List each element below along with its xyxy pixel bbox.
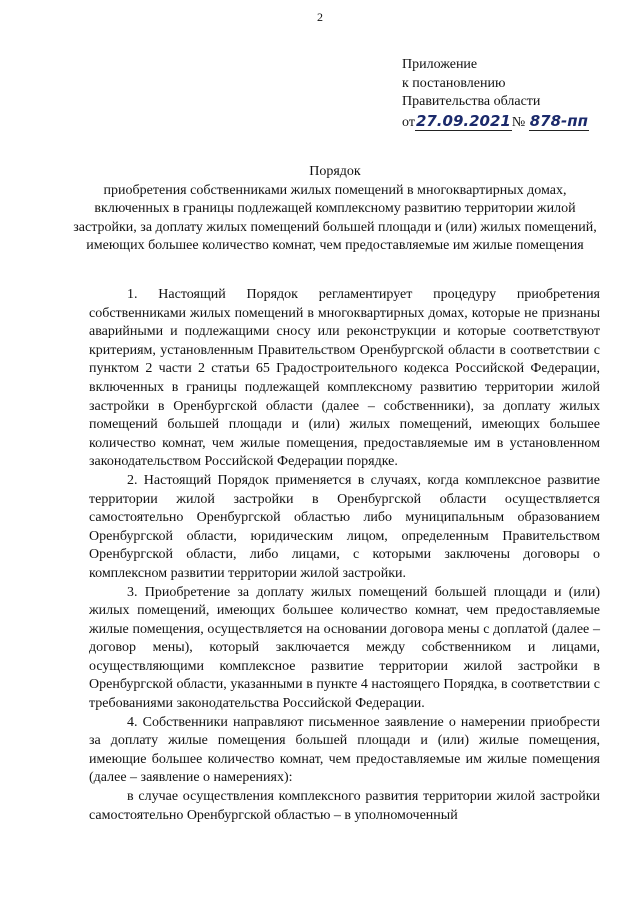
page-number: 2 — [317, 10, 323, 24]
date-prefix: от — [402, 114, 415, 130]
appendix-block — [402, 56, 622, 132]
paragraph-4: 4. Собственники направляют письменное заявление о намерении приобрести за доплату жилые помещения большей площади и (или) жилые помещения, имеющие большее количество комнат, чем предоставляемые им жилые помещения (далее – заявление о намерениях): — [89, 714, 600, 786]
number-sign: № — [511, 114, 526, 130]
title-heading: Порядок — [309, 164, 361, 179]
document-title — [70, 163, 600, 256]
paragraph-2: 2. Настоящий Порядок применяется в случаях, когда комплексное развитие территории жилой застройки в Оренбургской области осуществляется самостоятельно Оренбургской областью либо муниципальным образованием Оренбургской области, юридическим лицом, определенным Правительством Оренбургской области, либо лицами, с которыми заключены договоры о комплексном развитии территории жилой застройки. — [89, 472, 600, 581]
handwritten-date: 27.09.2021 — [415, 111, 511, 130]
handwritten-number: 878-пп — [529, 111, 588, 130]
appendix-authority: Правительства области — [402, 94, 541, 109]
appendix-date-number — [402, 112, 622, 133]
paragraph-4-case-1: в случае осуществления комплексного развития территории жилой застройки самостоятельно Оренбургской областью – в уполномоченный — [89, 789, 600, 823]
appendix-title: Приложение — [402, 57, 478, 72]
paragraph-1: 1. Настоящий Порядок регламентирует процедуру приобретения собственниками жилых помещений в многоквартирных домах, которые не признаны аварийными и подлежащими сносу или реконструкции и которые соответствуют критериям, установленным Правительством Оренбургской области в соответствии с пунктом 2 части 2 статьи 65 Градостроительного кодекса Российской Федерации, включенных в границы подлежащей комплексному развитию территории жилой застройки в Оренбургской области (далее – собственники), за доплату жилых помещений большей площади и (или) жилых помещений, имеющих большее количество комнат, чем жилые помещения, предоставляемые им в установленном законодательством Российской Федерации порядке. — [89, 287, 600, 470]
title-subtitle: приобретения собственниками жилых помещений в многоквартирных домах, включенных в границы подлежащей комплексному развитию территории жилой застройки, за доплату жилых помещений большей площади и (или) жилых помещений, имеющих большее количество комнат, чем предоставляемые им жилые помещения — [73, 182, 597, 254]
document-body — [89, 286, 600, 825]
appendix-reference: к постановлению — [402, 75, 506, 91]
paragraph-3: 3. Приобретение за доплату жилых помещений большей площади и (или) жилых помещений, имеющих большее количество комнат, чем предоставляемые жилые помещения, осуществляется на основании договора мены с доплатой (далее – договор мены), который заключается между собственником и лицами, осуществляющими комплексное развитие территории жилой застройки в Оренбургской области, указанными в пункте 4 настоящего Порядка, в соответствии с требованиями законодательства Российской Федерации. — [89, 584, 600, 712]
